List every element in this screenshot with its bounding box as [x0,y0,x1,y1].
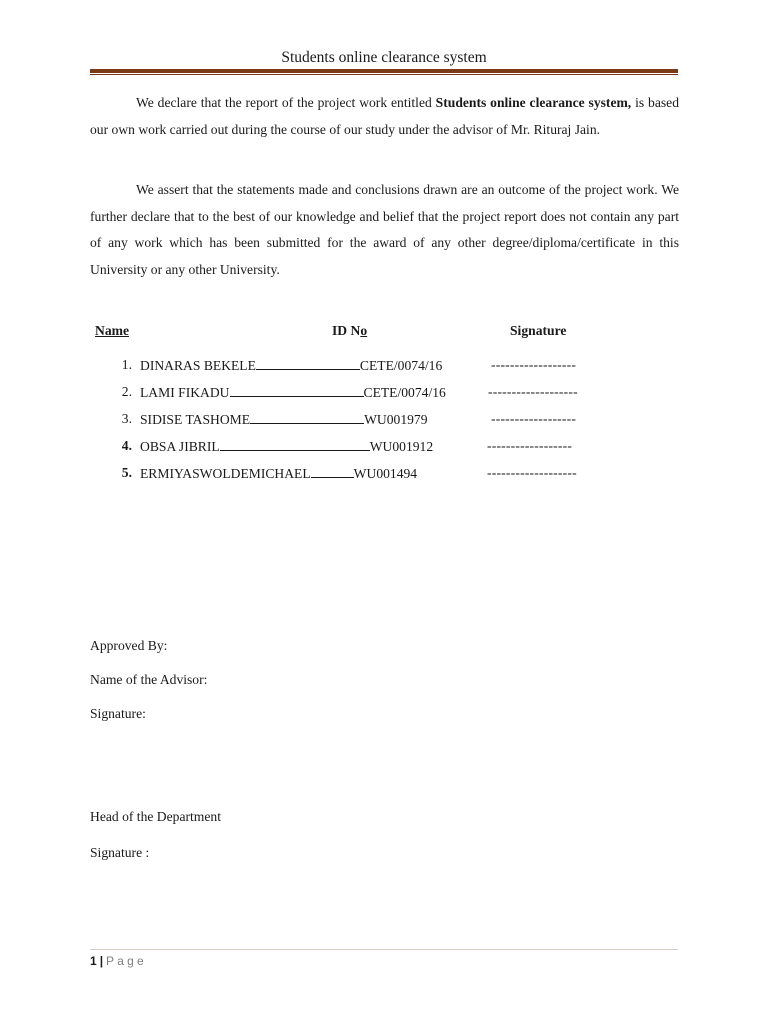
member-signature-line: ------------------ [491,411,577,426]
member-row [0,436,768,456]
name-column-header: Name [95,323,129,338]
member-number: 2. [121,384,132,399]
member-name-and-id [140,409,428,430]
member-name: LAMI FIKADU [140,385,230,400]
declaration-paragraph-2 [90,177,679,283]
member-id: WU001912 [369,439,434,454]
member-name: DINARAS BEKELE [140,358,256,373]
member-number: 4. [121,438,132,453]
member-signature-line: ------------------- [488,384,578,399]
member-row [0,409,768,429]
member-number: 1. [121,357,132,372]
member-name-and-id [140,382,446,403]
member-name-and-id [140,436,433,457]
member-id: CETE/0074/16 [359,358,443,373]
page-footer [90,952,147,970]
advisor-signature-label: Signature: [90,706,146,721]
declaration-text-start: We declare that the report of the project work entitled [136,95,436,110]
page-number: 1 [90,954,97,968]
member-signature-line: ------------------ [487,438,573,453]
member-id: WU001979 [364,412,428,427]
fill-line [230,382,364,397]
member-row [0,382,768,402]
member-id: CETE/0074/16 [363,385,446,400]
header-rule-thin [90,74,678,75]
assertion-text: We assert that the statements made and conclusions drawn are an outcome of the project work. We further declare that to the best of our knowledge and belief that the project report does not contain any part of any work which has been submitted for the award of any other degree/diploma/certificate in this University or any other University. [90,182,679,277]
member-number: 5. [121,465,132,480]
member-name-and-id [140,463,417,484]
id-column-header [332,321,367,341]
member-signature-line: ------------------ [491,357,577,372]
head-signature-label: Signature : [90,845,150,860]
id-header-underlined: o [360,323,368,338]
footer-separator: | [99,954,104,968]
member-signature-line: ------------------- [487,465,577,480]
member-name: OBSA JIBRIL [140,439,220,454]
declaration-paragraph-1 [90,90,679,143]
footer-rule [90,949,678,950]
id-header-text: ID N [332,323,361,338]
member-name-and-id [140,355,442,376]
project-title-bold: Students online clearance system, [435,95,632,110]
approved-by-label: Approved By: [90,638,168,653]
declaration-text-end: is based our own work carried out during the course of our study under the advisor of Mr. Rituraj Jain. [90,95,679,137]
member-number: 3. [121,411,132,426]
fill-line [220,436,370,451]
member-row [0,463,768,483]
header-rule [90,69,678,73]
member-name: SIDISE TASHOME [140,412,251,427]
fill-line [311,463,354,478]
member-id: WU001494 [353,466,418,481]
signature-column-header: Signature [510,323,567,338]
member-name: ERMIYASWOLDEMICHAEL [140,466,311,481]
fill-line [250,409,364,424]
member-row [0,355,768,375]
advisor-name-label: Name of the Advisor: [90,672,208,687]
page-word: Page [106,954,147,968]
page-header-title: Students online clearance system [281,49,487,66]
fill-line [256,355,360,370]
head-of-department-label: Head of the Department [90,809,221,824]
